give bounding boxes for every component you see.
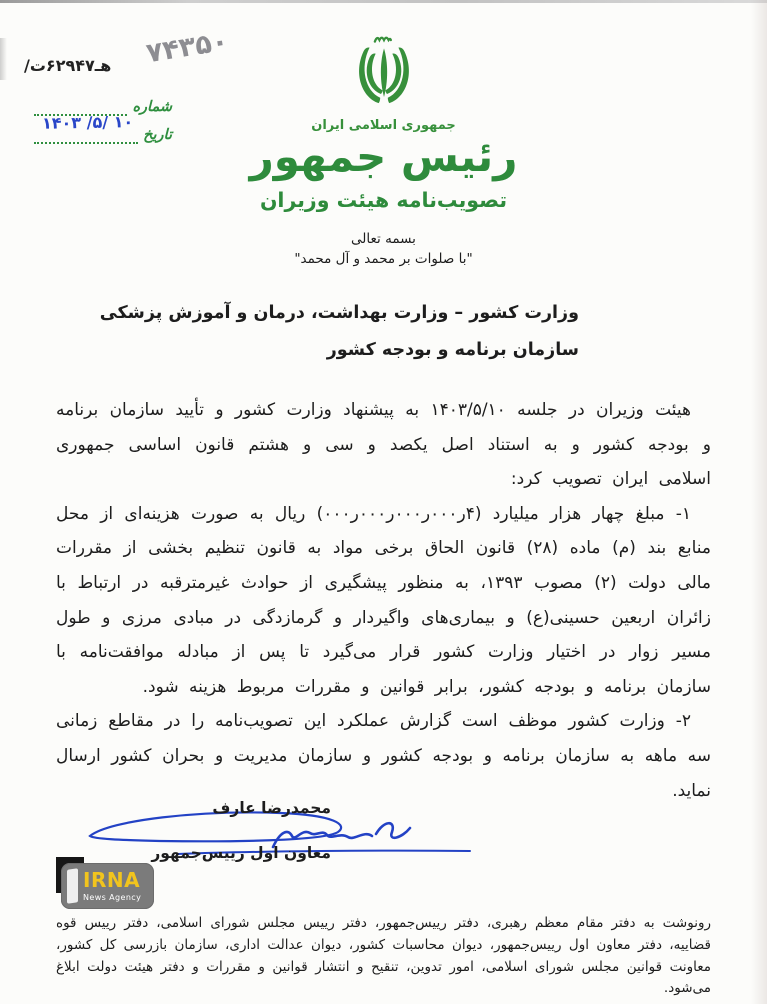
signer-name: محمدرضا عارف	[212, 799, 331, 817]
irna-caption: News Agency	[83, 893, 142, 902]
signature-block	[151, 799, 331, 862]
irna-logo	[61, 863, 154, 909]
irna-book-icon	[67, 868, 78, 904]
scan-smudge	[0, 38, 7, 80]
salawat-line: "با صلوات بر محمد و آل محمد"	[294, 251, 473, 267]
irna-brand-name: IRNA	[83, 868, 141, 892]
decree-intro-paragraph: هیئت وزیران در جلسه ۱۴۰۳/۵/۱۰ به پیشنهاد وزارت کشور و تأیید سازمان برنامه و بودجه کشور و به استناد اصل یکصد و سی و هشتم قانون اساسی جمهوری اسلامی ایران تصویب کرد:	[56, 400, 711, 490]
number-field-label: شماره	[132, 99, 172, 115]
signer-title: معاون اول رییس‌جمهور	[151, 844, 331, 862]
signature-scribble-tail	[376, 823, 410, 838]
decree-item-1: ۱- مبلغ چهار هزار میلیارد (۴ر۰۰۰ر۰۰۰ر۰۰۰ر۰۰۰) ریال به صورت هزینه‌ای از محل منابع بند (م) ماده (۲۸) قانون الحاق برخی مواد به قانون تنظیم بخشی از مقررات مالی دولت (۲) مصوب ۱۳۹۳، به منظور پیشگیری از حوادث غیرمترقبه در ارتباط با زائران اربعین حسینی(ع) و بیماری‌های واگیردار و گرمازدگی در مبادی مرزی و طول مسیر زوار در اختیار وزارت کشور قرار می‌گیرد تا پس از مبادله موافقت‌نامه با سازمان برنامه و بودجه کشور، برابر قوانین و مقررات مربوط هزینه شود.	[56, 503, 712, 697]
irna-logo-text	[83, 870, 141, 902]
date-field-label: تاریخ	[143, 127, 172, 143]
decree-reference-code: هـ۶۲۹۴۷ت/	[24, 56, 112, 75]
handwritten-registration-number: ۷۴۳۵۰	[144, 25, 231, 70]
handwritten-date: ۱۴۰۳ /۵/ ۱۰	[41, 112, 134, 133]
letterhead-doc-type: تصویب‌نامه هیئت وزیران	[259, 188, 508, 212]
distribution-list: رونوشت به دفتر مقام معظم رهبری، دفتر رییس‌جمهور، دفتر رییس مجلس شورای اسلامی، دفتر رییس قوه قضاییه، دفتر معاون اول رییس‌جمهور، دیوان محاسبات کشور، دیوان عدالت اداری، سازمان بازرسی کل کشور، معاونت قوانین مجلس شورای اسلامی، امور تدوین، تنقیح و انتشار قوانین و مقررات و دفتر هیئت دولت ابلاغ می‌شود.	[56, 915, 711, 997]
emblem-sword	[381, 48, 387, 97]
letterhead-republic: جمهوری اسلامی ایران	[311, 118, 456, 133]
scan-edge-top	[0, 0, 767, 3]
addressee-line-1: وزارت کشور – وزارت بهداشت، درمان و آموزش پزشکی	[99, 303, 579, 323]
addressee-block	[100, 295, 579, 369]
irna-watermark	[56, 855, 186, 911]
decree-item-2: ۲- وزارت کشور موظف است گزارش عملکرد این تصویب‌نامه را در مقاطع زمانی سه ماهه به سازمان برنامه و بودجه کشور و سازمان مدیریت و بحران کشور ارسال نماید.	[56, 711, 711, 801]
besmeleh-line: بسمه تعالی	[351, 231, 416, 247]
addressee-line-2: سازمان برنامه و بودجه کشور	[326, 340, 579, 360]
decree-body	[56, 393, 711, 808]
emblem-shadda	[375, 38, 391, 42]
iran-emblem-icon	[346, 32, 422, 118]
letterhead-president-calligraphy: رئیس جمهور	[249, 132, 518, 181]
